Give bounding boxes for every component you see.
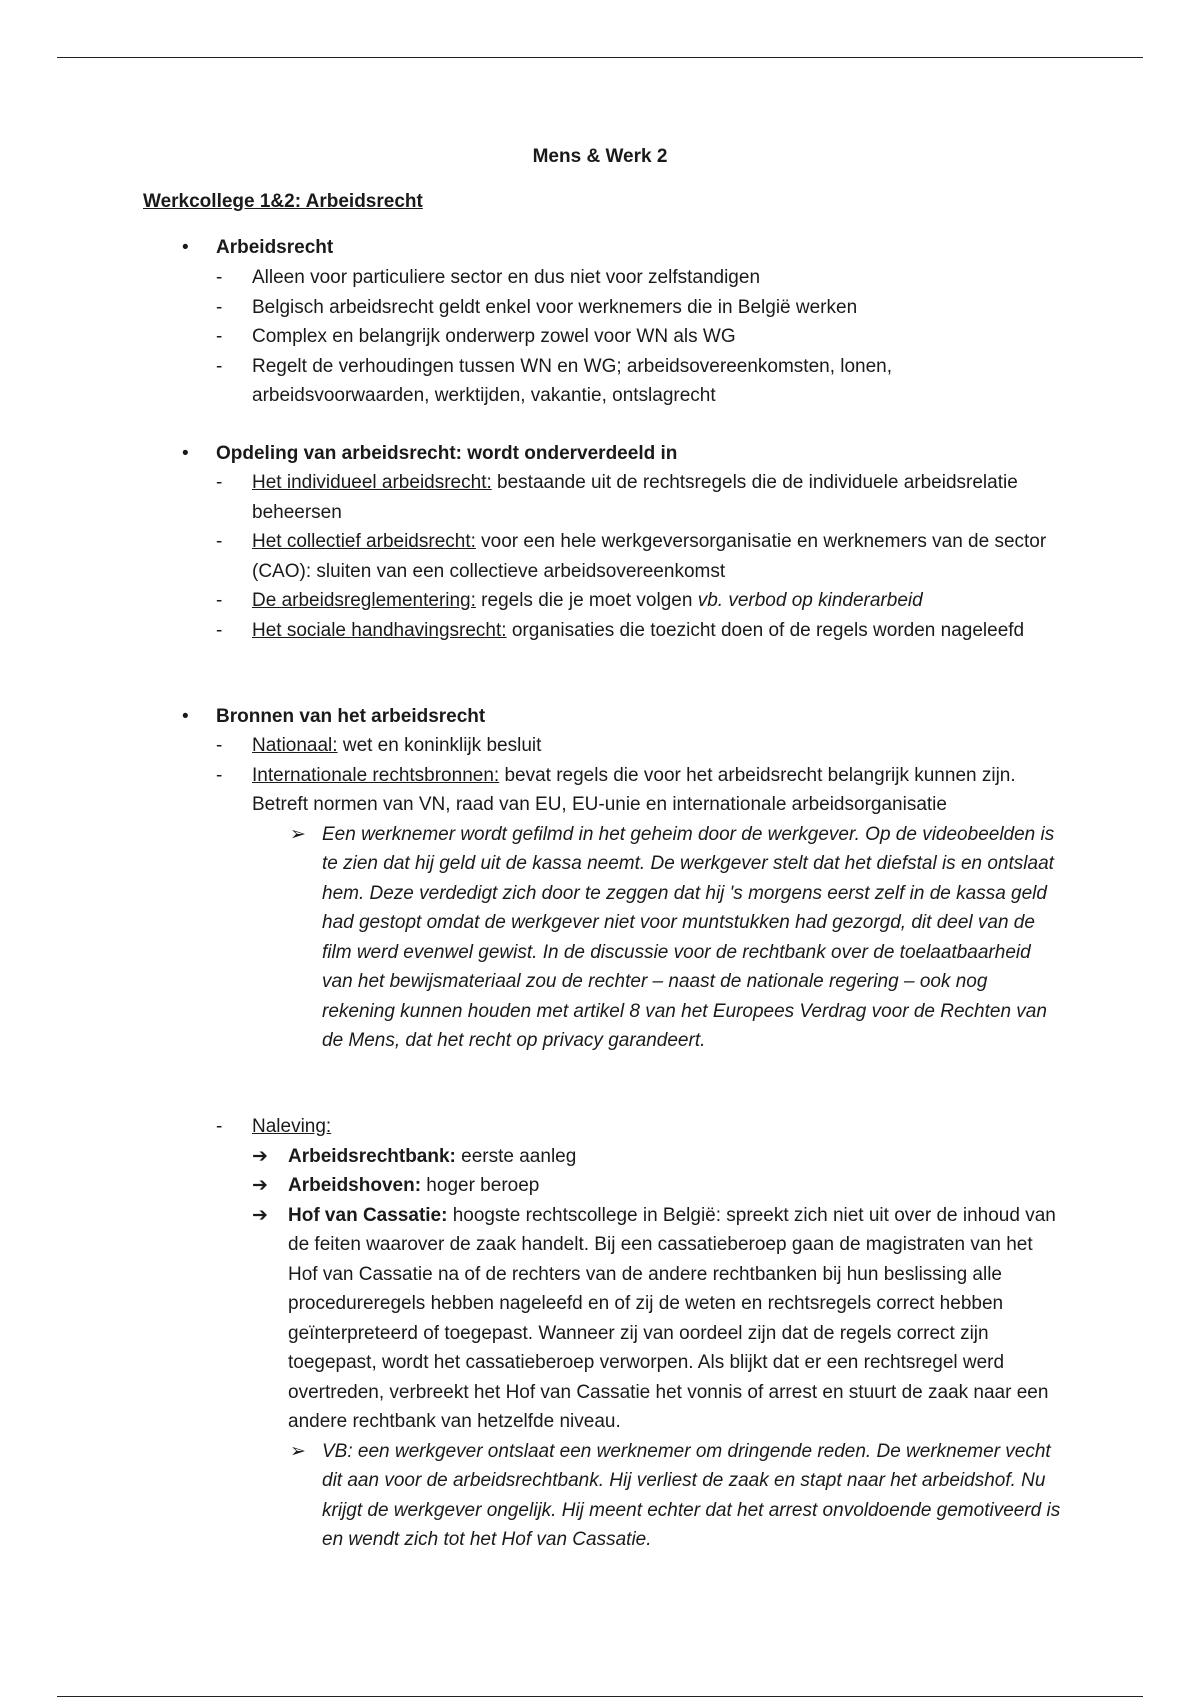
bullet-icon: • bbox=[182, 443, 189, 464]
dash-icon: - bbox=[216, 355, 223, 377]
dash-icon: - bbox=[216, 326, 223, 347]
example-paragraph: ➢ VB: een werkgever ontslaat een werknemer om dringende reden. De werknemer vecht dit aan voor de arbeidsrechtbank. Hij verliest de zaak en stapt naar het arbeidshof. Nu krijgt de werkgever ongelijk. Hij meent echter dat het arrest onvoldoende gemotiveerd is en wendt zich tot het Hof van Cassatie. bbox=[0, 1437, 1062, 1555]
list-item: - Het collectief arbeidsrecht: voor een hele werkgeversorganisatie en werknemers van de sector (CAO): sluiten van een collectieve arbeidsovereenkomst bbox=[0, 527, 1062, 586]
list-bronnen bbox=[0, 731, 1200, 1056]
list-item: - Belgisch arbeidsrecht geldt enkel voor werknemers die in België werken bbox=[0, 293, 1062, 323]
triangle-bullet-icon: ➢ bbox=[290, 1440, 306, 1462]
dash-icon: - bbox=[216, 619, 223, 641]
list-item-naleving: - Naleving: bbox=[0, 1112, 1062, 1142]
list-arbeidsrecht bbox=[0, 263, 1200, 411]
bullet-title: Bronnen van het arbeidsrecht bbox=[216, 706, 486, 727]
section-heading: Werkcollege 1&2: Arbeidsrecht bbox=[143, 191, 423, 212]
arrow-item: ➔ Arbeidsrechtbank: eerste aanleg bbox=[0, 1142, 1063, 1172]
arrow-right-icon: ➔ bbox=[252, 1175, 268, 1196]
list-item: - Het sociale handhavingsrecht: organisaties die toezicht doen of de regels worden nageleefd bbox=[0, 616, 1062, 646]
bullet-title: Opdeling van arbeidsrecht: wordt onderverdeeld in bbox=[216, 443, 678, 464]
footer-rule bbox=[57, 1696, 1143, 1697]
dash-icon: - bbox=[216, 267, 223, 288]
document-title: Mens & Werk 2 bbox=[532, 146, 668, 167]
header-rule bbox=[57, 57, 1143, 58]
list-item: - Regelt de verhoudingen tussen WN en WG; arbeidsovereenkomsten, lonen, arbeidsvoorwaarden, werktijden, vakantie, ontslagrecht bbox=[0, 352, 1062, 411]
arrow-item: ➔ Arbeidshoven: hoger beroep bbox=[0, 1171, 1063, 1201]
bullet-title: Arbeidsrecht bbox=[216, 237, 334, 258]
example-paragraph: ➢ Een werknemer wordt gefilmd in het geheim door de werkgever. Op de videobeelden is te zien dat hij geld uit de kassa neemt. De werkgever stelt dat het diefstal is en ontslaat hem. Deze verdedigt zich door te zeggen dat hij 's morgens eerst zelf in de kassa geld had gestopt omdat de werkgever niet voor muntstukken had gezorgd, dit deel van de film werd evenwel gewist. In de discussie voor de rechtbank over de toelaatbaarheid van het bewijsmateriaal zou de rechter – naast de nationale regering – ook nog rekening kunnen houden met artikel 8 van het Europees Verdrag voor de Rechten van de Mens, dat het recht op privacy garandeert. bbox=[0, 820, 1062, 1056]
list-item: - De arbeidsreglementering: regels die je moet volgen vb. verbod op kinderarbeid bbox=[0, 586, 1062, 616]
arrow-right-icon: ➔ bbox=[252, 1145, 268, 1167]
list-item: - Internationale rechtsbronnen: bevat regels die voor het arbeidsrecht belangrijk kunnen zijn. Betreft normen van VN, raad van EU, EU-unie en internationale arbeidsorganisatie bbox=[0, 761, 1062, 820]
dash-icon: - bbox=[216, 590, 223, 611]
list-item: - Het individueel arbeidsrecht: bestaande uit de rechtsregels die de individuele arbeidsrelatie beheersen bbox=[0, 468, 1062, 527]
list-opdeling bbox=[0, 468, 1200, 645]
bullet-icon: • bbox=[182, 706, 189, 727]
list-item: - Alleen voor particuliere sector en dus niet voor zelfstandigen bbox=[0, 263, 1062, 293]
dash-icon: - bbox=[216, 472, 223, 493]
dash-icon: - bbox=[216, 1116, 223, 1137]
list-item: - Nationaal: wet en koninklijk besluit bbox=[0, 731, 1062, 761]
arrow-right-icon: ➔ bbox=[252, 1204, 268, 1226]
arrow-item: ➔ Hof van Cassatie: hoogste rechtscollege in België: spreekt zich niet uit over de inhoud van de feiten waarover de zaak handelt. Bij een cassatieberoep gaan de magistraten van het Hof van Cassatie na of de rechters van de andere rechtbanken bij hun beslissing alle procedureregels hebben nageleefd en of zij de weten en rechtsregels correct hebben geïnterpreteerd of toegepast. Wanneer zij van oordeel zijn dat de regels correct zijn toegepast, wordt het cassatieberoep verworpen. Als blijkt dat er een rechtsregel werd overtreden, verbreekt het Hof van Cassatie het vonnis of arrest en stuurt de zaak naar een andere rechtbank van hetzelfde niveau. bbox=[0, 1201, 1063, 1437]
list-item: - Complex en belangrijk onderwerp zowel voor WN als WG bbox=[0, 322, 1062, 352]
dash-icon: - bbox=[216, 735, 223, 756]
bullet-icon: • bbox=[182, 237, 189, 258]
list-naleving bbox=[0, 1112, 1200, 1555]
dash-icon: - bbox=[216, 296, 223, 318]
dash-icon: - bbox=[216, 531, 223, 552]
triangle-bullet-icon: ➢ bbox=[290, 823, 306, 845]
dash-icon: - bbox=[216, 764, 223, 786]
